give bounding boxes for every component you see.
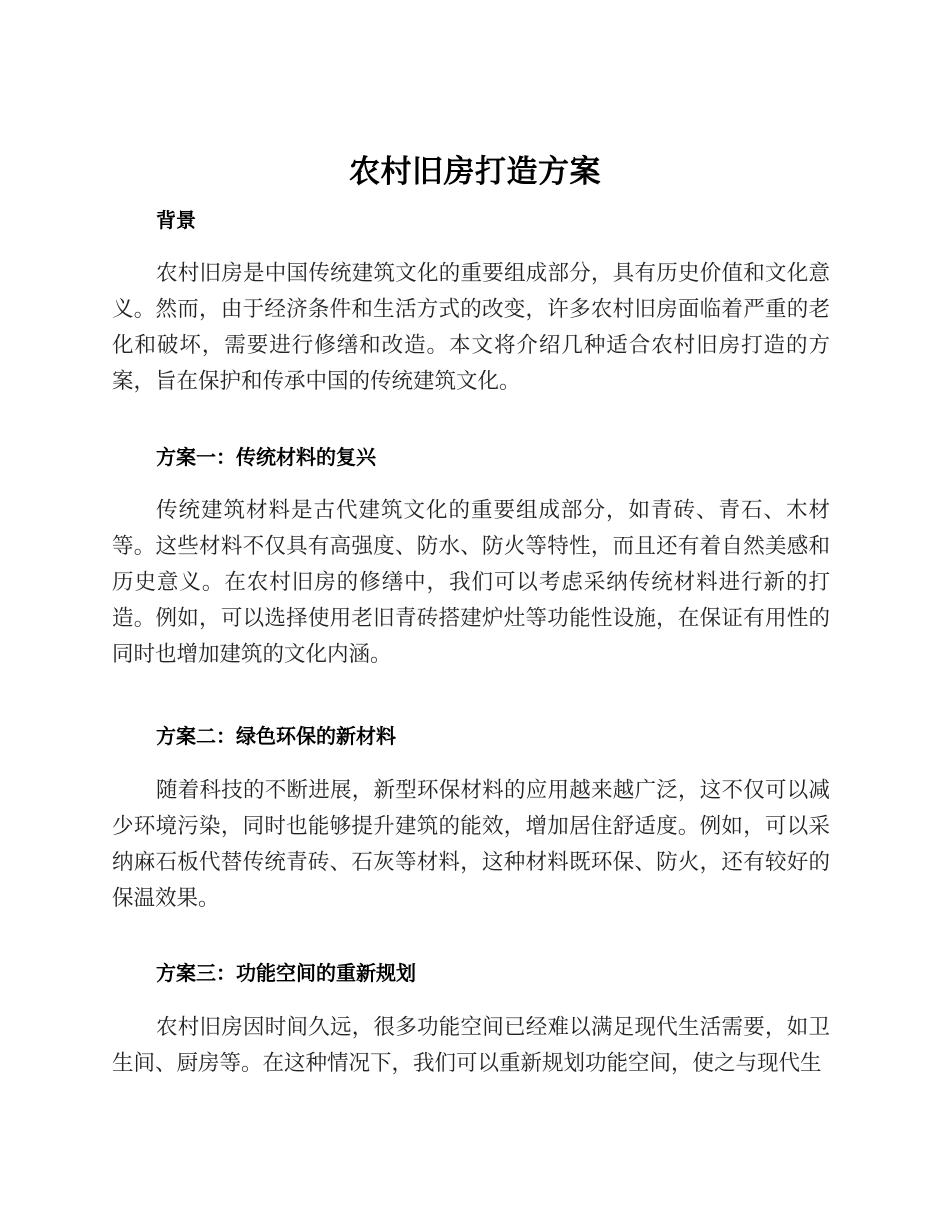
section-heading-plan-2: 方案二：绿色环保的新材料 [156,724,396,748]
document-title: 农村旧房打造方案 [349,154,601,190]
section-heading-plan-1: 方案一：传统材料的复兴 [156,445,376,469]
section-body-plan-1: 传统建筑材料是古代建筑文化的重要组成部分，如青砖、青石、木材等。这些材料不仅具有高强度、防水、防火等特性，而且还有着自然美感和历史意义。在农村旧房的修缮中，我们可以考虑采纳传统材料进行新的打造。例如，可以选择使用老旧青砖搭建炉灶等功能性设施，在保证有用性的同时也增加建筑的文化内涵。 [112,498,830,667]
section-heading-plan-3: 方案三：功能空间的重新规划 [156,961,416,985]
section-body-plan-2: 随着科技的不断进展，新型环保材料的应用越来越广泛，这不仅可以减少环境污染，同时也能够提升建筑的能效，增加居住舒适度。例如，可以采纳麻石板代替传统青砖、石灰等材料，这种材料既环保、防火，还有较好的保温效果。 [112,778,830,911]
section-heading-background: 背景 [156,208,196,232]
section-body-background: 农村旧房是中国传统建筑文化的重要组成部分，具有历史价值和文化意义。然而，由于经济条件和生活方式的改变，许多农村旧房面临着严重的老化和破坏，需要进行修缮和改造。本文将介绍几种适合农村旧房打造的方案，旨在保护和传承中国的传统建筑文化。 [112,261,830,394]
section-body-plan-3: 农村旧房因时间久远，很多功能空间已经难以满足现代生活需要，如卫生间、厨房等。在这种情况下，我们可以重新规划功能空间，使之与现代生 [112,1015,830,1076]
